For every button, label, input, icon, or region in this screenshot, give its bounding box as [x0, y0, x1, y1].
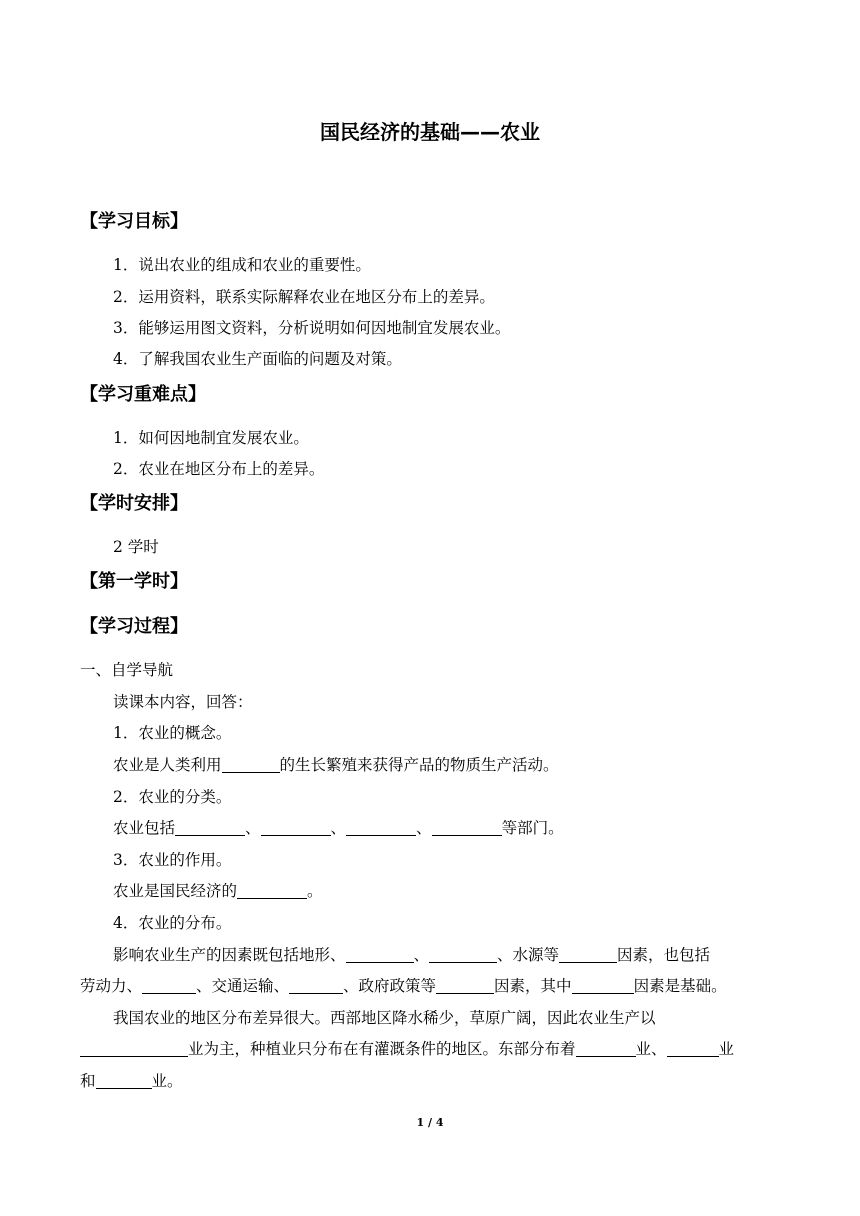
question-2-fill: 农业包括 、 、 、 等部门。	[113, 819, 564, 837]
answer-blank[interactable]	[261, 819, 331, 836]
paragraph-line: 影响农业生产的因素既包括地形、 、 、水源等 因素，也包括	[113, 946, 711, 964]
goal-item: 2．运用资料，联系实际解释农业在地区分布上的差异。	[113, 288, 495, 306]
paragraph-line: 和 业。	[80, 1072, 183, 1090]
key-item: 2．农业在地区分布上的差异。	[113, 460, 325, 478]
goal-item: 3．能够运用图文资料，分析说明如何因地制宜发展农业。	[113, 319, 511, 337]
question-2: 2．农业的分类。	[113, 788, 232, 806]
answer-blank[interactable]	[346, 946, 414, 963]
answer-blank[interactable]	[436, 977, 494, 994]
answer-blank[interactable]	[559, 946, 617, 963]
answer-blank[interactable]	[289, 977, 343, 994]
answer-blank[interactable]	[432, 819, 502, 836]
answer-blank[interactable]	[142, 977, 196, 994]
page-title: 国民经济的基础——农业	[320, 120, 540, 144]
answer-blank[interactable]	[572, 977, 634, 994]
answer-blank[interactable]	[576, 1040, 636, 1057]
answer-blank[interactable]	[346, 819, 416, 836]
question-1: 1．农业的概念。	[113, 724, 232, 742]
answer-blank[interactable]	[175, 819, 245, 836]
answer-blank[interactable]	[80, 1040, 188, 1057]
section-heading-goals: 【学习目标】	[80, 211, 188, 232]
section-heading-schedule: 【学时安排】	[80, 493, 188, 514]
instruction-text: 读课本内容，回答：	[113, 693, 253, 711]
goal-item: 4．了解我国农业生产面临的问题及对策。	[113, 350, 402, 368]
question-3-fill: 农业是国民经济的 。	[113, 882, 323, 900]
question-3: 3．农业的作用。	[113, 851, 232, 869]
answer-blank[interactable]	[96, 1072, 152, 1089]
paragraph-line: 劳动力、 、交通运输、 、政府政策等 因素，其中 因素是基础。	[80, 977, 727, 995]
question-4: 4．农业的分布。	[113, 914, 232, 932]
section-heading-process: 【学习过程】	[80, 616, 188, 637]
paragraph-line: 业为主，种植业只分布在有灌溉条件的地区。东部分布着 业、 业	[80, 1037, 734, 1059]
answer-blank[interactable]	[429, 946, 497, 963]
paragraph-line: 我国农业的地区分布差异很大。西部地区降水稀少，草原广阔，因此农业生产以	[113, 1009, 656, 1027]
part-heading: 一、自学导航	[80, 661, 174, 679]
key-item: 1．如何因地制宜发展农业。	[113, 429, 309, 447]
answer-blank[interactable]	[237, 882, 307, 899]
answer-blank[interactable]	[222, 756, 280, 773]
question-1-fill: 农业是人类利用 的生长繁殖来获得产品的物质生产活动。	[113, 756, 559, 774]
section-heading-key-points: 【学习重难点】	[80, 384, 206, 405]
goal-item: 1．说出农业的组成和农业的重要性。	[113, 256, 371, 274]
schedule-text: 2 学时	[113, 538, 159, 556]
page-number: 1 / 4	[416, 1116, 444, 1129]
answer-blank[interactable]	[667, 1040, 719, 1057]
section-heading-first-lesson: 【第一学时】	[80, 571, 188, 592]
